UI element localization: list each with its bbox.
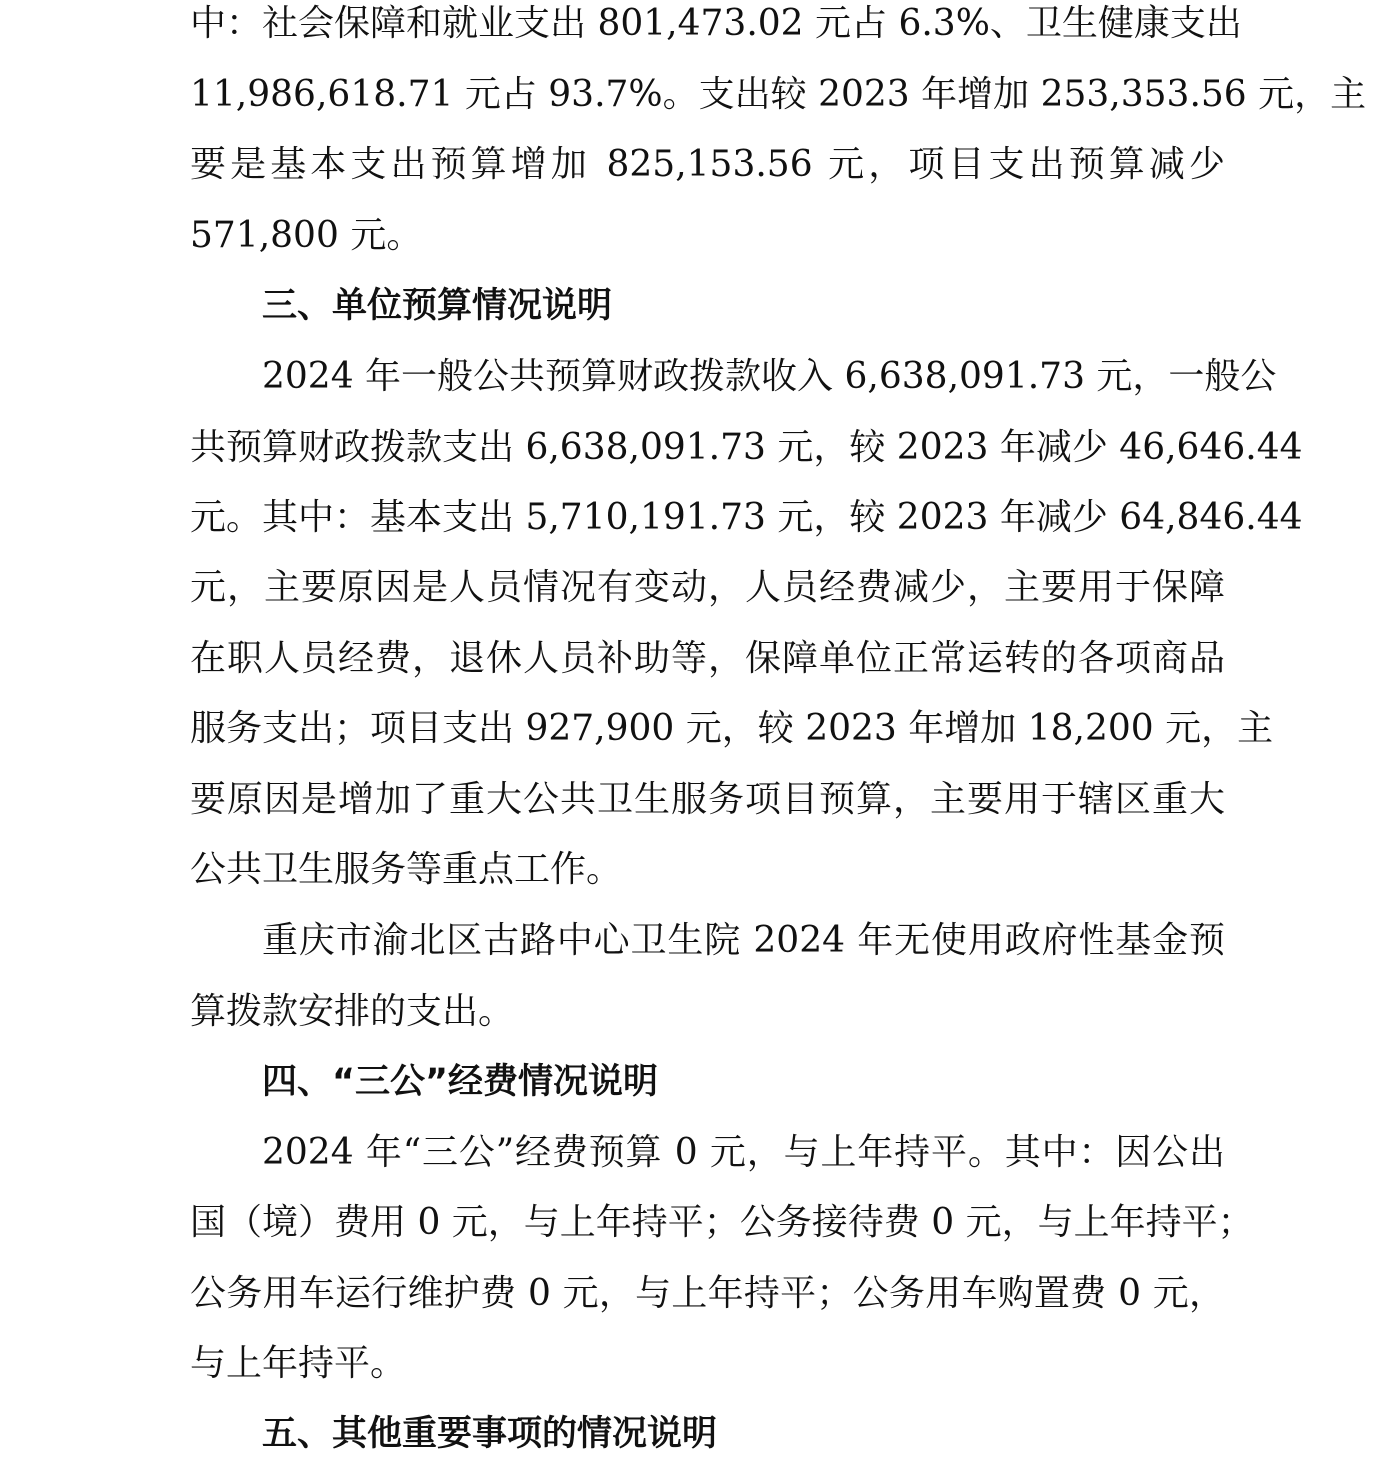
section-heading-4: 四、“三公”经费情况说明 [262,1062,659,1102]
paragraph-line-end: 571,800 元。 [190,215,423,256]
paragraph-line: 元，主要原因是人员情况有变动，人员经费减少，主要用于保障 [190,567,1225,608]
paragraph-line: 公务用车运行维护费 0 元，与上年持平；公务用车购置费 0 元， [190,1273,1225,1314]
paragraph-line-continuation: 中：社会保障和就业支出 801,473.02 元占 6.3%、卫生健康支出 [190,3,1242,44]
paragraph-line: 要原因是增加了重大公共卫生服务项目预算，主要用于辖区重大 [190,779,1225,820]
paragraph-line: 11,986,618.71 元占 93.7%。支出较 2023 年增加 253,353.56 元，主 [190,74,1367,115]
section-heading-5: 五、其他重要事项的情况说明 [262,1414,718,1454]
paragraph-line-end: 与上年持平。 [190,1343,407,1384]
paragraph-line: 元。其中：基本支出 5,710,191.73 元，较 2023 年减少 64,846.44 [190,497,1303,538]
paragraph-line-start: 2024 年“三公”经费预算 0 元，与上年持平。其中：因公出 [262,1132,1225,1173]
paragraph-line: 国（境）费用 0 元，与上年持平；公务接待费 0 元，与上年持平； [190,1202,1254,1243]
paragraph-line: 服务支出；项目支出 927,900 元，较 2023 年增加 18,200 元，主 [190,708,1274,749]
paragraph-line: 在职人员经费，退休人员补助等，保障单位正常运转的各项商品 [190,638,1225,679]
paragraph-line-start: 重庆市渝北区古路中心卫生院 2024 年无使用政府性基金预 [262,920,1225,961]
paragraph-line-start: 2024 年一般公共预算财政拨款收入 6,638,091.73 元，一般公 [262,356,1277,397]
paragraph-line: 共预算财政拨款支出 6,638,091.73 元，较 2023 年减少 46,646.44 [190,427,1303,468]
paragraph-line-end: 公共卫生服务等重点工作。 [190,849,623,890]
paragraph-line: 要是基本支出预算增加 825,153.56 元，项目支出预算减少 [190,144,1225,185]
paragraph-line-end: 算拨款安排的支出。 [190,991,515,1032]
section-heading-3: 三、单位预算情况说明 [262,286,613,326]
